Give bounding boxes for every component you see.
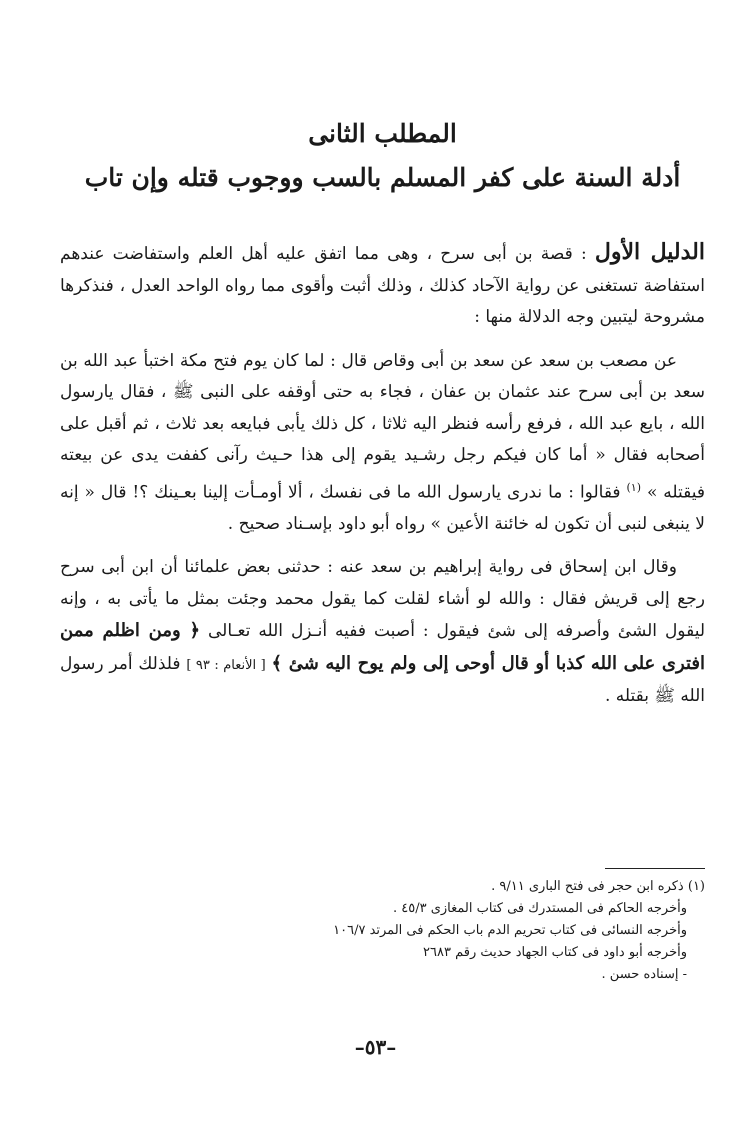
verse-reference: [ الأنعام : ٩٣ ]: [186, 657, 266, 673]
paragraph-text: عن مصعب بن سعد عن سعد بن أبى وقاص قال : لما كان يوم فتح مكة اختبأ عبد الله بن سعد بن أبى سرح عند عثمان بن عفان ، فجاء به حتى أوقفه على النبى ﷺ ، فقال يارسول الله ، بايع عبد الله ، فرفع رأسه فنظر اليه ثلاثا ، كل ذلك يأبى فبايعه بعد ثلاث ، ثم أقبل على أصحابه فقال « أما كان فيكم رجل رشـيد يقوم إلى هذا حـيث رآنى كففت يدى عن بيعته فيقتله »: [60, 350, 705, 503]
footnote-item: وأخرجه أبو داود فى كتاب الجهاد حديث رقم ٢٦٨٣: [423, 945, 687, 960]
section-subtitle: أدلة السنة على كفر المسلم بالسب ووجوب قتله وإن تاب: [84, 163, 681, 192]
title-block: [60, 0, 705, 197]
paragraph-text: : قصة بن أبى سرح ، وهى مما اتفق عليه أهل العلم واستفاضت عندهم استفاضة تستغنى عن رواية الآحاد كذلك ، وذلك أثبت وأقوى مما رواه الواحد العدل ، فنذكرها مشروحة ليتبين وجه الدلالة منها :: [60, 244, 705, 327]
paragraph-text: فلذلك أمر رسول الله ﷺ بقتله .: [60, 653, 705, 707]
footnote-divider: [605, 868, 705, 869]
section-title: المطلب الثانى: [308, 119, 457, 148]
footnote-item: وأخرجه النسائى فى كتاب تحريم الدم باب الحكم فى المرتد ١٠٦/٧: [333, 923, 687, 938]
body-text: [60, 237, 705, 713]
paragraph-ibn-ishaq: [60, 552, 705, 713]
lead-heading: الدليل الأول: [594, 239, 705, 265]
footnote-reference: (١): [626, 480, 641, 494]
paragraph-text: وقال ابن إسحاق فى رواية إبراهيم بن سعد عنه : حدثنى بعض علمائنا أن ابن أبى سرح رجع إلى قريش فقال : والله لو أشاء لقلت كما يقول محمد وجئت بمثل ما يأتى به ، وإنه ليقول الشئ وأصرفه إلى شئ فيقول : أصبت ففيه أنـزل الله تعـالى: [60, 557, 705, 642]
page-number: –٥٣–: [354, 1035, 397, 1059]
quran-verse: ﴿ ومن اظلم ممن افترى على الله كذبا أو قال أوحى إلى ولم يوح اليه شئ ﴾: [60, 620, 705, 674]
footnote-item: - إسناده حسن .: [601, 967, 687, 982]
paragraph-first-evidence: [60, 237, 705, 334]
paragraph-text: فقالوا : ما ندرى يارسول الله ما فى نفسك ، ألا أومـأت إلينا بعـينك ؟! قال « إنه لا ينبغى لنبى أن تكون له خائنة الأعين » رواه أبو داود بإسـناد صحيح .: [60, 482, 705, 534]
footnote-item: وأخرجه الحاكم فى المستدرك فى كتاب المغازى ٤٥/٣ .: [393, 901, 687, 916]
footnote-item: (١) ذكره ابن حجر فى فتح البارى ٩/١١ .: [491, 879, 705, 894]
paragraph-hadith: [60, 346, 705, 541]
footnotes: [60, 876, 705, 986]
